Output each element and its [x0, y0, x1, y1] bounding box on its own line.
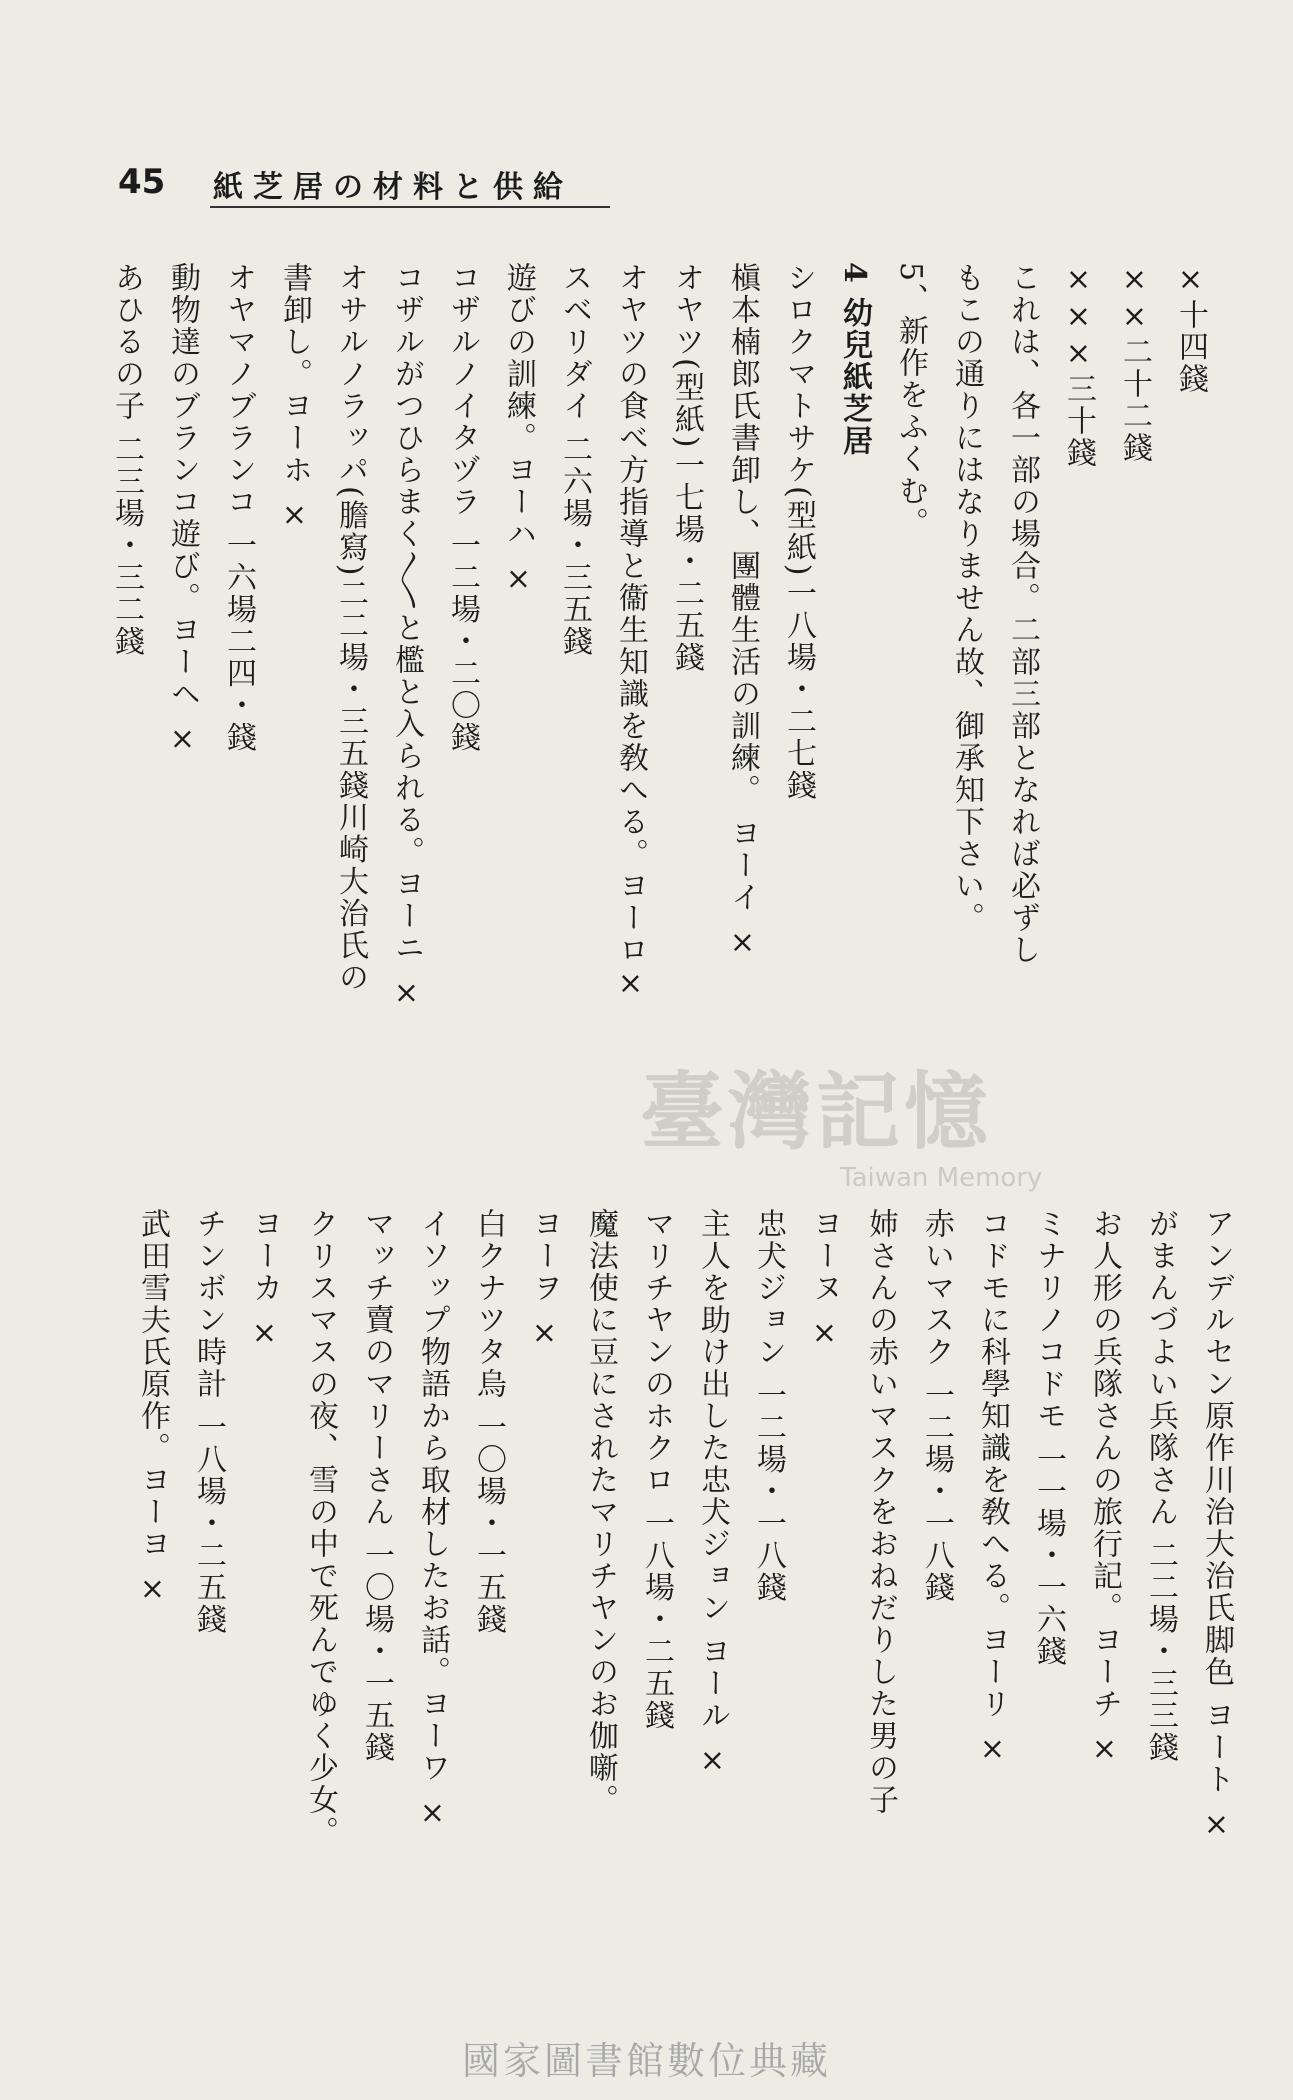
- text-column: 武田雪夫氏原作。ヨーヨ ×: [135, 1208, 170, 1609]
- text-column: オヤツの食べ方指導と衞生知識を敎へる。ヨーロ×: [613, 262, 648, 1003]
- watermark: [640, 1045, 1100, 1195]
- text-column: ×十四錢: [1173, 262, 1208, 395]
- text-column: ヨーカ ×: [247, 1208, 282, 1353]
- text-column: これは、各一部の場合。二部三部となれば必ずし: [1005, 262, 1040, 966]
- text-column: 槇本楠郎氏書卸し、團體生活の訓練。 ヨーイ ×: [725, 262, 760, 963]
- text-column: 姉さんの赤いマスクをおねだりした男の子: [863, 1208, 898, 1816]
- text-column: あひるの子 二三場・三二錢: [109, 262, 144, 658]
- text-column: ××二十二錢: [1117, 262, 1152, 464]
- text-column: コザルノイタヅラ 一二場・二〇錢: [445, 262, 480, 754]
- running-title: 紙芝居の材料と供給: [213, 170, 573, 205]
- text-column: オサルノラッパ(膽寫)二二場・三五錢川崎大治氏の: [333, 262, 368, 994]
- text-column: 書卸し。ヨーホ ×: [277, 262, 312, 535]
- text-column: ヨーヌ ×: [807, 1208, 842, 1353]
- header-rule: [210, 206, 610, 208]
- lower-text-block: [131, 1208, 1234, 1858]
- text-column: 赤いマスク 一二場・一八錢: [919, 1208, 954, 1604]
- text-column: 遊びの訓練。ヨーハ ×: [501, 262, 536, 599]
- text-column: マリチヤンのホクロ 一八場・二五錢: [639, 1208, 674, 1732]
- text-column: がまんづよい兵隊さん 二二場・三三錢: [1143, 1208, 1178, 1764]
- text-column: 忠犬ジョン 一二場・一八錢: [751, 1208, 786, 1604]
- text-column: 魔法使に豆にされたマリチヤンのお伽噺。: [583, 1208, 618, 1816]
- text-column: スベリダイ 二六場・三五錢: [557, 262, 592, 658]
- text-column: ×××三十錢: [1061, 262, 1096, 469]
- text-column: クリスマスの夜、雪の中で死んでゆく少女。: [303, 1208, 338, 1848]
- text-column: 5、新作をふくむ。: [893, 262, 928, 540]
- text-column: コドモに科學知識を敎へる。ヨーリ ×: [975, 1208, 1010, 1769]
- text-column: 主人を助け出した忠犬ジョン ヨール ×: [695, 1208, 730, 1781]
- text-column: オヤマノブランコ 一六場二四・錢: [221, 262, 256, 754]
- text-column: 白クナツタ烏 一〇場・一五錢: [471, 1208, 506, 1636]
- page-header: [118, 162, 618, 212]
- library-footer: 國家圖書館數位典藏: [461, 2039, 831, 2083]
- text-column: ミナリノコドモ 一一場・一六錢: [1031, 1208, 1066, 1668]
- text-column: ヨーヲ ×: [527, 1208, 562, 1353]
- watermark-english: Taiwan Memory: [840, 1163, 1043, 1193]
- text-column: オヤツ(型紙)一七場・二五錢: [669, 262, 704, 674]
- text-column: シロクマトサケ(型紙)一八場・二七錢: [781, 262, 816, 802]
- page-number: 45: [118, 162, 166, 202]
- text-column: イソップ物語から取材したお話。ヨーワ ×: [415, 1208, 450, 1833]
- text-column: マッチ賣のマリーさん 一〇場・一五錢: [359, 1208, 394, 1764]
- text-column: もこの通りにはなりません故、御承知下さい。: [949, 262, 984, 934]
- text-column: アンデルセン原作川治大治氏脚色 ヨート ×: [1199, 1208, 1234, 1845]
- text-column: コザルがつひらまく〳〵と檻と入られる。ヨーニ ×: [389, 262, 424, 1013]
- text-column: お人形の兵隊さんの旅行記。ヨーチ ×: [1087, 1208, 1122, 1769]
- text-column: チンボン時計 一八場・二五錢: [191, 1208, 226, 1636]
- section-heading: 4 幼兒紙芝居: [837, 262, 872, 458]
- text-column: 動物達のブランコ遊び。ヨーヘ ×: [165, 262, 200, 759]
- watermark-chinese: 臺灣記憶: [640, 1062, 993, 1161]
